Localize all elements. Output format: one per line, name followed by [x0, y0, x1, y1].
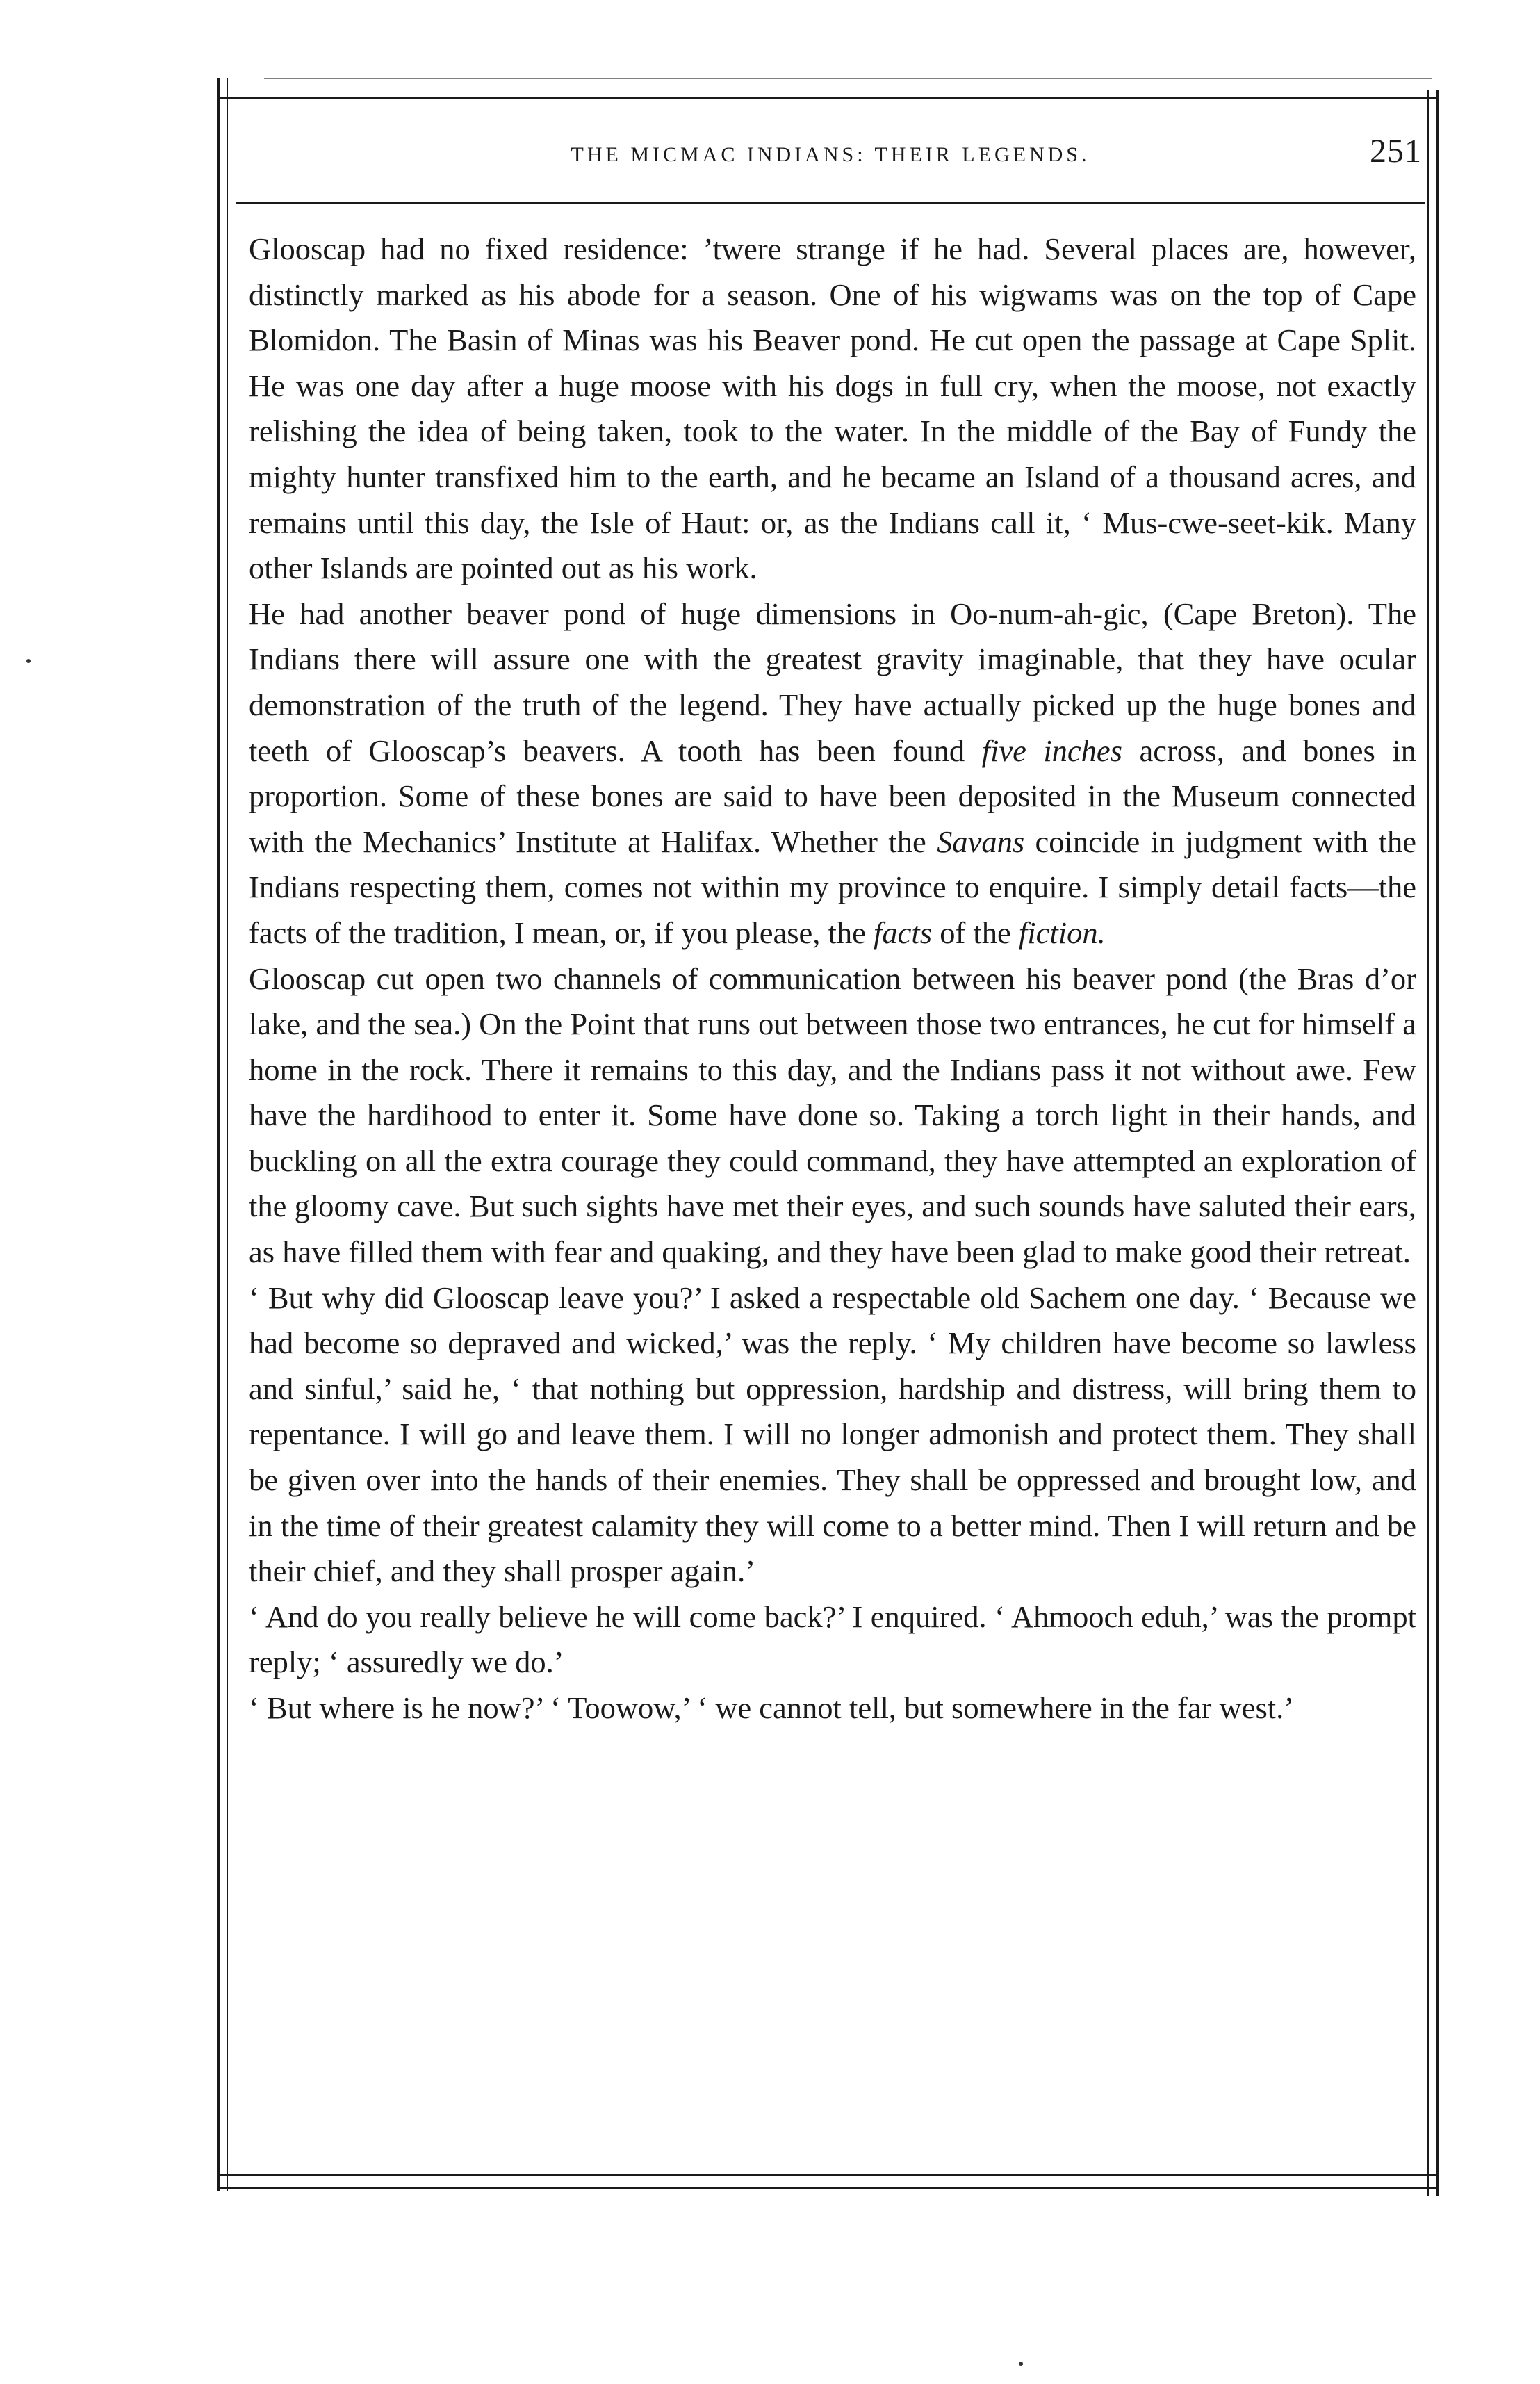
paragraph-2-italic-run: fiction. [1018, 915, 1106, 950]
margin-speck [1019, 2362, 1023, 2366]
frame-left-outer-rule [217, 78, 220, 2191]
body-text [249, 227, 1416, 1731]
running-title: THE MICMAC INDIANS: THEIR LEGENDS. [571, 143, 1090, 166]
paragraph-2-italic-run: facts [874, 915, 933, 950]
header-rule [236, 202, 1425, 204]
paragraph-3: Glooscap cut open two channels of communication between his beaver pond (the Bras d’or lake, and the sea.) On the Point that runs out between those two entrances, he cut for himself a home in the rock. There it remains to this day, and the Indians pass it not without awe. Few have the hardihood to enter it. Some have done so. Taking a torch light in their hands, and buckling on all the extra courage they could command, they have attempted an exploration of the gloomy cave. But such sights have met their eyes, and such sounds have saluted their ears, as have filled them with fear and quaking, and they have been glad to make good their retreat. [249, 961, 1416, 1270]
frame-left-inner-rule [227, 78, 228, 2191]
paragraph-6: ‘ But where is he now?’ ‘ Toowow,’ ‘ we cannot tell, but somewhere in the far west.’ [249, 1690, 1295, 1725]
margin-speck [26, 659, 31, 663]
page-number: 251 [1370, 133, 1422, 170]
frame-top-dashed-rule [264, 78, 1432, 79]
paragraph-2-run: across, and bones in proportion. Some of these bones are said to have been deposited in the Museum connected with the Mechanics’ Institute at Halifax. Whether the [249, 733, 1416, 859]
frame-bottom-double-rule [217, 2187, 1439, 2189]
paragraph-2-run: He had another beaver pond of huge dimensions in Oo-num-ah-gic, (Cape Breton). The Indians there will assure one with the greatest gravity imaginable, that they have ocular demonstration of the truth of the legend. They have actually picked up the huge bones and teeth of Glooscap’s beavers. A tooth has been found [249, 596, 1416, 768]
frame-top-rule [217, 97, 1439, 99]
paragraph-2-run: coincide in judgment with the Indians respecting them, comes not within my province to enquire. I simply detail facts—the facts of the tradition, I mean, or, if you please, the [249, 824, 1417, 950]
paragraph-4: ‘ But why did Glooscap leave you?’ I asked a respectable old Sachem one day. ‘ Because we had become so depraved and wicked,’ was the reply. ‘ My children have become so lawless and sinful,’ said he, ‘ that nothing but oppression, hardship and distress, will bring them to repentance. I will go and leave them. I will no longer admonish and protect them. They shall be given over into the hands of their enemies. They shall be oppressed and brought low, and in the time of their greatest calamity they will come to a better mind. Then I will return and be their chief, and they shall prosper again.’ [249, 1280, 1416, 1589]
frame-right-outer-rule [1436, 90, 1439, 2196]
paragraph-2-run: of the [932, 915, 1019, 950]
paragraph-2-italic-run: five inches [981, 733, 1122, 768]
paragraph-2 [249, 591, 1416, 956]
paragraph-2-italic-run: Savans [937, 824, 1025, 859]
paragraph-5: ‘ And do you really believe he will come back?’ I enquired. ‘ Ahmooch eduh,’ was the prompt reply; ‘ assuredly we do.’ [249, 1599, 1416, 1680]
frame-bottom-rule [217, 2174, 1439, 2176]
frame-right-inner-rule [1427, 90, 1429, 2196]
paragraph-1: Glooscap had no fixed residence: ’twere strange if he had. Several places are, however, distinctly marked as his abode for a season. One of his wigwams was on the top of Cape Blomidon. The Basin of Minas was his Beaver pond. He cut open the passage at Cape Split. He was one day after a huge moose with his dogs in full cry, when the moose, not exactly relishing the idea of being taken, took to the water. In the middle of the Bay of Fundy the mighty hunter transfixed him to the earth, and he became an Island of a thousand acres, and remains until this day, the Isle of Haut: or, as the Indians call it, ‘ Mus-cwe-seet-kik. Many other Islands are pointed out as his work. [249, 231, 1416, 586]
running-head [236, 133, 1425, 178]
